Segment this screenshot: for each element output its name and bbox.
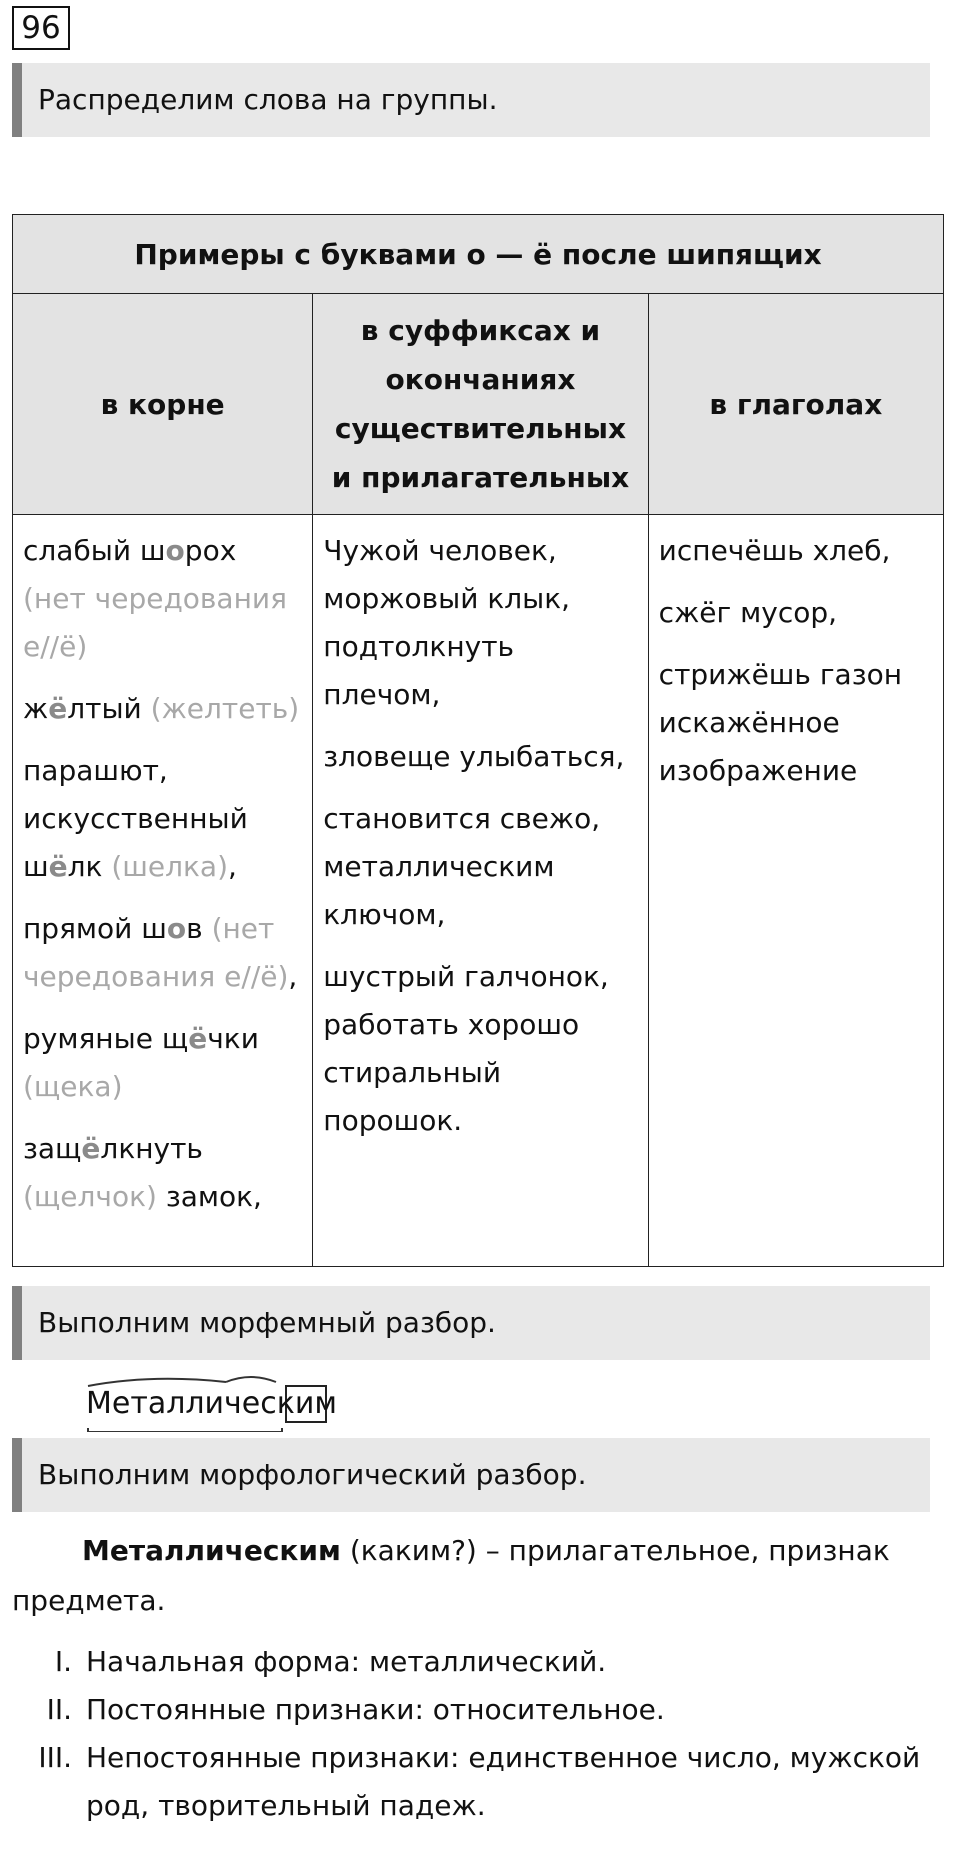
morpheme-word: Металлическим: [86, 1386, 337, 1421]
root-item: парашют, искусственный шёлк (шелка),: [23, 754, 248, 883]
verbs-cell: [648, 515, 943, 1267]
suffix-item: Чужой человек, моржовый клык, подтолкнуть плечом,: [323, 534, 571, 711]
root-item: румяные щёчки (щека): [23, 1022, 259, 1103]
banner-morpheme: Выполним морфемный разбор.: [12, 1286, 930, 1360]
banner-morphology: Выполним морфологический разбор.: [12, 1438, 930, 1512]
morpheme-analysis: [86, 1372, 386, 1432]
features-list: [12, 1638, 942, 1830]
suffix-cell: [313, 515, 648, 1267]
suffix-item: шустрый галчонок, работать хорошо стиральный порошок.: [323, 960, 609, 1137]
analysis-word: Металлическим: [82, 1534, 341, 1567]
list-item: III. Непостоянные признаки: единственное число, мужской род, творительный падеж.: [38, 1741, 921, 1822]
list-item: II. Постоянные признаки: относительное.: [46, 1693, 665, 1726]
verb-item: стрижёшь газон искажённое изображение: [658, 658, 903, 787]
root-item: прямой шов (нет чередования е//ё),: [23, 912, 298, 993]
root-cell: [13, 515, 313, 1267]
examples-table: [12, 214, 944, 1267]
root-item: защёлкнуть (щелчок) замок,: [23, 1132, 262, 1213]
suffix-item: становится свежо, металлическим ключом,: [323, 802, 601, 931]
suffix-item: зловеще улыбаться,: [323, 740, 625, 773]
table-title: Примеры с буквами о — ё после шипящих: [13, 215, 944, 294]
list-item: I. Начальная форма: металлический.: [54, 1645, 607, 1678]
verb-item: испечёшь хлеб,: [658, 534, 891, 567]
header-suffix: в суффиксах и окончаниях существительных и прилагательных: [313, 294, 648, 515]
analysis-paragraph: Металлическим (каким?) – прилагательное, признак предмета.: [12, 1534, 890, 1617]
task-number: 96: [12, 6, 70, 50]
root-item: жёлтый (желтеть): [23, 692, 300, 725]
banner-groups: Распределим слова на группы.: [12, 63, 930, 137]
root-item: слабый шорох (нет чередования е//ё): [23, 534, 287, 663]
header-verbs: в глаголах: [648, 294, 943, 515]
verb-item: сжёг мусор,: [658, 596, 838, 629]
header-root: в корне: [13, 294, 313, 515]
